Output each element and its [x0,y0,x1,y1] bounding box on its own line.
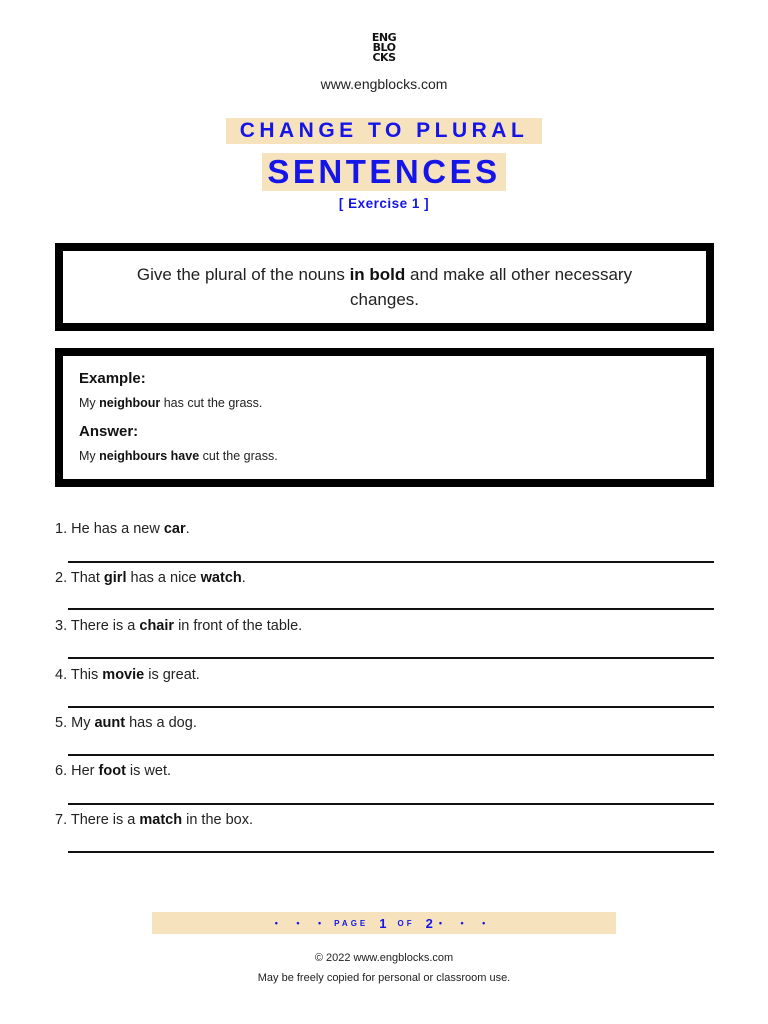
example-heading: Example: [79,370,146,387]
title-line-1: CHANGE TO PLURAL [226,118,542,144]
question-5: 5. My aunt has a dog. [55,715,197,731]
answer-line-6[interactable] [68,803,714,805]
answer-line-4[interactable] [68,706,714,708]
answer-line-5[interactable] [68,754,714,756]
instructions-text: Give the plural of the nouns in bold and make all other necessary changes. [136,265,633,309]
engblocks-logo: ENG BLO CKS [371,31,397,64]
question-6: 6. Her foot is wet. [55,763,172,779]
title-line-2: SENTENCES [262,153,506,191]
instructions-box [55,243,714,331]
example-sentence: My neighbour has cut the grass. [79,396,263,410]
answer-line-2[interactable] [68,608,714,610]
question-2: 2. That girl has a nice watch. [55,570,246,586]
answer-line-1[interactable] [68,561,714,563]
exercise-label: [ Exercise 1 ] [338,196,430,211]
question-1: 1. He has a new car. [55,521,190,537]
license-text: May be freely copied for personal or classroom use. [257,972,511,984]
question-4: 4. This movie is great. [55,667,200,683]
site-url: www.engblocks.com [320,76,448,92]
question-7: 7. There is a match in the box. [55,812,254,828]
answer-sentence: My neighbours have cut the grass. [79,449,278,463]
answer-heading: Answer: [79,423,139,440]
question-3: 3. There is a chair in front of the table. [55,618,303,634]
answer-line-3[interactable] [68,657,714,659]
copyright-text: © 2022 www.engblocks.com [314,952,454,964]
example-box [55,348,714,487]
answer-line-7[interactable] [68,851,714,853]
page-indicator: • • • PAGE 1 OF 2 • • • [152,912,616,934]
